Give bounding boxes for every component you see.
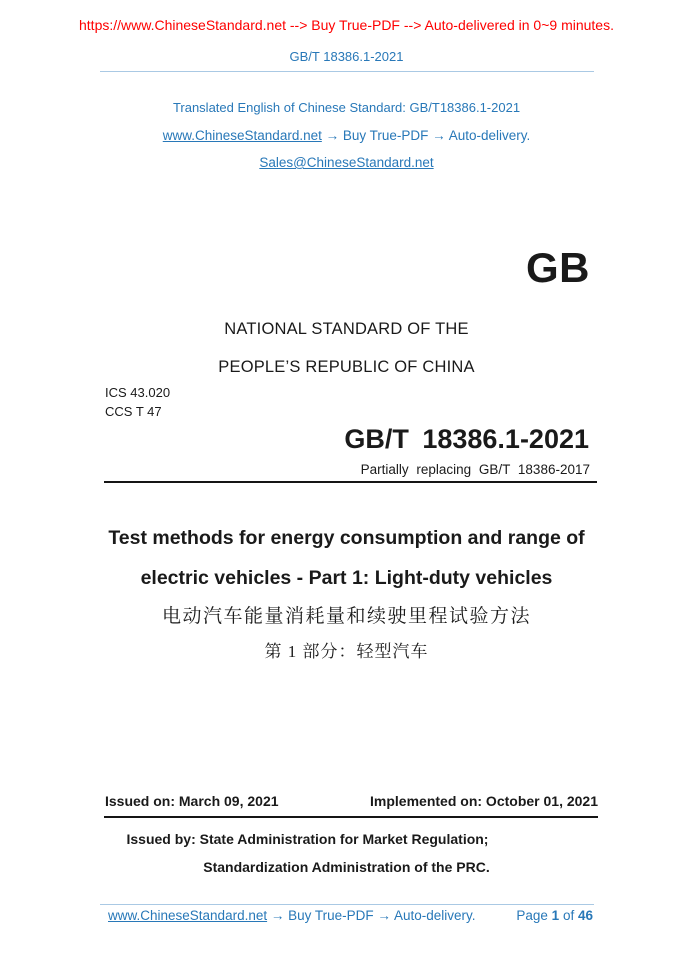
title-en-line1: Test methods for energy consumption and range of — [108, 527, 585, 549]
buy-text: Buy True-PDF — [342, 128, 429, 143]
footer-divider — [100, 904, 594, 905]
page-label: Page — [516, 908, 548, 923]
standard-code: GB/T 18386.1-2021 — [344, 424, 589, 454]
issued-by-line1: Issued by: State Administration for Market Regulation; — [126, 831, 489, 847]
issued-by-line2: Standardization Administration of the PRC. — [203, 859, 490, 875]
footer-buy-text: Buy True-PDF — [288, 908, 374, 923]
ccs-code: CCS T 47 — [105, 404, 162, 419]
date-divider — [104, 816, 598, 818]
arrow-icon: → — [325, 128, 340, 143]
issued-on-label: Issued on: March 09, 2021 — [105, 793, 279, 809]
footer-buy-line — [108, 908, 475, 923]
title-zh: 电动汽车能量消耗量和续驶里程试验方法 — [161, 606, 531, 627]
implemented-on-label: Implemented on: October 01, 2021 — [370, 793, 598, 809]
header-divider — [100, 71, 594, 72]
arrow-icon: → — [432, 128, 446, 143]
replacing-note: Partially replacing GB/T 18386-2017 — [360, 462, 590, 477]
page-number: 1 — [551, 908, 560, 923]
title-en-line2: electric vehicles - Part 1: Light-duty vehicles — [140, 567, 553, 589]
gb-logo: GB — [526, 244, 590, 291]
site-link[interactable]: www.ChineseStandard.net — [162, 128, 322, 143]
header-promo-link[interactable]: https://www.ChineseStandard.net --> Buy True-PDF --> Auto-delivered in 0~9 minutes. — [79, 17, 614, 33]
delivery-text: Auto-delivery. — [448, 128, 531, 143]
of-label: of — [562, 908, 575, 923]
title-divider — [104, 481, 597, 483]
buy-line — [0, 128, 693, 143]
header-doc-code: GB/T 18386.1-2021 — [289, 49, 404, 64]
ics-code: ICS 43.020 — [105, 385, 171, 400]
page-total: 46 — [577, 908, 593, 923]
subtitle-zh: 第 1 部分：轻型汽车 — [264, 642, 429, 661]
footer — [108, 908, 593, 923]
national-standard-line2: PEOPLE’S REPUBLIC OF CHINA — [218, 358, 475, 376]
email-line — [0, 155, 693, 170]
page-indicator — [516, 908, 593, 923]
footer-site-link[interactable]: www.ChineseStandard.net — [108, 908, 268, 923]
footer-delivery-text: Auto-delivery. — [393, 908, 476, 923]
email-link[interactable]: Sales@ChineseStandard.net — [259, 155, 434, 170]
national-standard-line1: NATIONAL STANDARD OF THE — [224, 320, 469, 338]
arrow-icon: → — [270, 908, 285, 923]
arrow-icon: → — [377, 908, 391, 923]
translated-line: Translated English of Chinese Standard: GB/T18386.1-2021 — [172, 100, 521, 115]
date-row — [105, 793, 598, 809]
